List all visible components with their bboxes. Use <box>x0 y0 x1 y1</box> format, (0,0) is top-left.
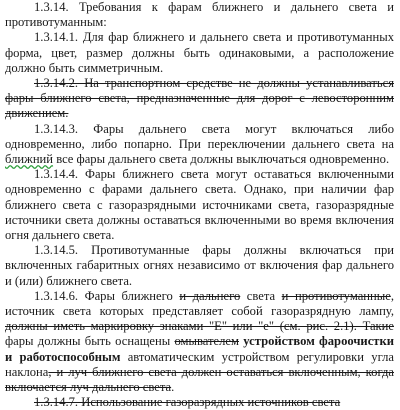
struck-text: и противотуманные <box>281 288 391 303</box>
paragraph-p13141 <box>5 30 394 76</box>
paragraph-p13142 <box>5 76 394 122</box>
text-run: 1.3.14.6. Фары ближнего <box>34 288 180 303</box>
paragraph-p13144 <box>5 167 394 243</box>
struck-text: омывателем <box>174 334 239 349</box>
paragraph-p1314 <box>5 0 394 30</box>
text-run: . <box>171 380 175 395</box>
struck-text: и дальнего <box>179 288 241 303</box>
text-run: все фары дальнего света должны выключаться одновременно. <box>53 152 390 167</box>
struck-text: , и луч ближнего света должен оставаться включенным, когда включается луч дальнего света <box>5 364 394 395</box>
text-run: фары должны быть оснащены <box>5 334 175 349</box>
text-run: 1.3.14.3. Фары дальнего света могут включаться либо одновременно, либо попарно. При переключении дальнего света на <box>5 121 394 151</box>
text-run: , источник света которых представляет собой газоразрядную лампу, <box>5 288 394 319</box>
paragraph-p13143 <box>5 122 394 168</box>
bold-text: устройством фароочистки и работоспособным <box>5 334 394 364</box>
text-run: 1.3.14.5. Противотуманные фары должны включаться при включенных габаритных огнях независимо от включения фар дальнего и (или) ближнего света. <box>5 243 394 288</box>
struck-text: должны иметь маркировку знаками "E" или "e" (см. рис. 2.1). Такие <box>5 319 394 334</box>
paragraph-p13145 <box>5 243 394 289</box>
paragraph-p13146 <box>5 289 394 395</box>
paragraph-p13147 <box>5 395 394 410</box>
text-run: 1.3.14. Требования к фарам ближнего и дальнего света и противотуманным: <box>5 0 394 30</box>
struck-text: 1.3.14.2. На транспортном средстве не должны устанавливаться фары ближнего света, предназначенные для дорог с левосторонним движением. <box>5 76 394 121</box>
text-run: автоматическим устройством регулировки угла наклона <box>5 349 394 379</box>
spellcheck-text: ближний <box>5 152 54 167</box>
text-run: 1.3.14.1. Для фар ближнего и дальнего света и противотуманных форма, цвет, размер должны быть одинаковыми, а расположение должно быть симметричным. <box>5 30 394 75</box>
struck-text: 1.3.14.7. Использование газоразрядных источников света <box>34 395 341 410</box>
text-run: света <box>240 288 282 303</box>
text-run: 1.3.14.4. Фары ближнего света могут оставаться включенными одновременно с фарами дальнего света. Однако, при наличии фар ближнего света с газоразрядными источниками света, газоразрядные источники света должны оставаться включенными во время включения огня дальнего света. <box>5 167 394 243</box>
